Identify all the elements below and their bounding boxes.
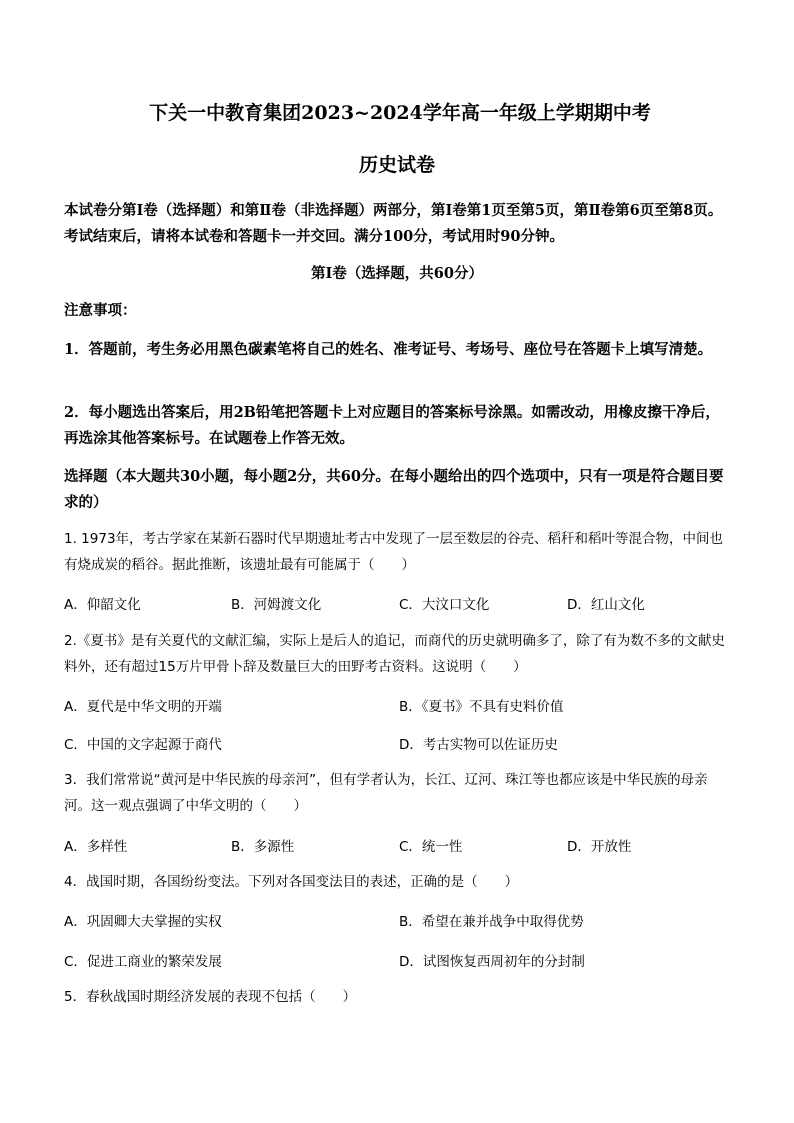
section-title: 第Ⅰ卷（选择题，共60分） bbox=[311, 265, 483, 282]
exam-title: 下关一中教育集团2023~2024学年高一年级上学期期中考 bbox=[149, 102, 651, 124]
option-d: D．红山文化 bbox=[567, 597, 645, 613]
notes-heading: 注意事项： bbox=[64, 302, 137, 319]
option-b: B．河姆渡文化 bbox=[231, 597, 322, 613]
option-a: A．夏代是中华文明的开端 bbox=[64, 699, 222, 715]
option-c: C．大汶口文化 bbox=[399, 597, 490, 613]
option-d: D．试图恢复西周初年的分封制 bbox=[399, 954, 585, 970]
option-a: A．仰韶文化 bbox=[64, 597, 141, 613]
option-d: D．考古实物可以佐证历史 bbox=[399, 737, 558, 753]
option-b: B．多源性 bbox=[231, 839, 295, 855]
exam-intro: 本试卷分第Ⅰ卷（选择题）和第Ⅱ卷（非选择题）两部分，第Ⅰ卷第1页至第5页，第Ⅱ卷第6页至第8页。考试结束后，请将本试卷和答题卡一并交回。满分100分，考试用时90分钟。 bbox=[64, 202, 723, 245]
option-b: B．希望在兼并战争中取得优势 bbox=[399, 914, 584, 930]
option-c: C．统一性 bbox=[399, 839, 463, 855]
question-stem: 1. 1973年，考古学家在某新石器时代早期遗址考古中发现了一层至数层的谷壳、稻秆和稻叶等混合物，中间也有烧成炭的稻谷。据此推断，该遗址最有可能属于（ ） bbox=[64, 531, 724, 573]
option-b: B．《夏书》不具有史料价值 bbox=[399, 699, 564, 715]
note-item: 2．每小题选出答案后，用2B铅笔把答题卡上对应题目的答案标号涂黑。如需改动，用橡皮擦干净后，再选涂其他答案标号。在试题卷上作答无效。 bbox=[64, 404, 720, 447]
choice-section-heading: 选择题（本大题共30小题，每小题2分，共60分。在每小题给出的四个选项中，只有一项是符合题目要求的） bbox=[64, 468, 724, 511]
question-stem: 5．春秋战国时期经济发展的表现不包括（ ） bbox=[64, 989, 357, 1005]
option-c: C．促进工商业的繁荣发展 bbox=[64, 954, 222, 970]
option-c: C．中国的文字起源于商代 bbox=[64, 737, 222, 753]
question-stem: 4．战国时期，各国纷纷变法。下列对各国变法目的表述，正确的是（ ） bbox=[64, 874, 519, 890]
exam-subtitle: 历史试卷 bbox=[358, 154, 435, 176]
option-a: A．多样性 bbox=[64, 839, 128, 855]
question-stem: 3．我们常常说“黄河是中华民族的母亲河”，但有学者认为，长江、辽河、珠江等也都应该是中华民族的母亲河。这一观点强调了中华文明的（ ） bbox=[64, 772, 708, 814]
option-d: D．开放性 bbox=[567, 839, 632, 855]
option-a: A．巩固卿大夫掌握的实权 bbox=[64, 914, 222, 930]
note-item: 1．答题前，考生务必用黑色碳素笔将自己的姓名、准考证号、考场号、座位号在答题卡上填写清楚。 bbox=[64, 341, 713, 358]
question-stem: 2.《夏书》是有关夏代的文献汇编，实际上是后人的追记，而商代的历史就明确多了，除了有为数不多的文献史料外，还有超过15万片甲骨卜辞及数量巨大的田野考古资料。这说明（ ） bbox=[64, 633, 725, 675]
